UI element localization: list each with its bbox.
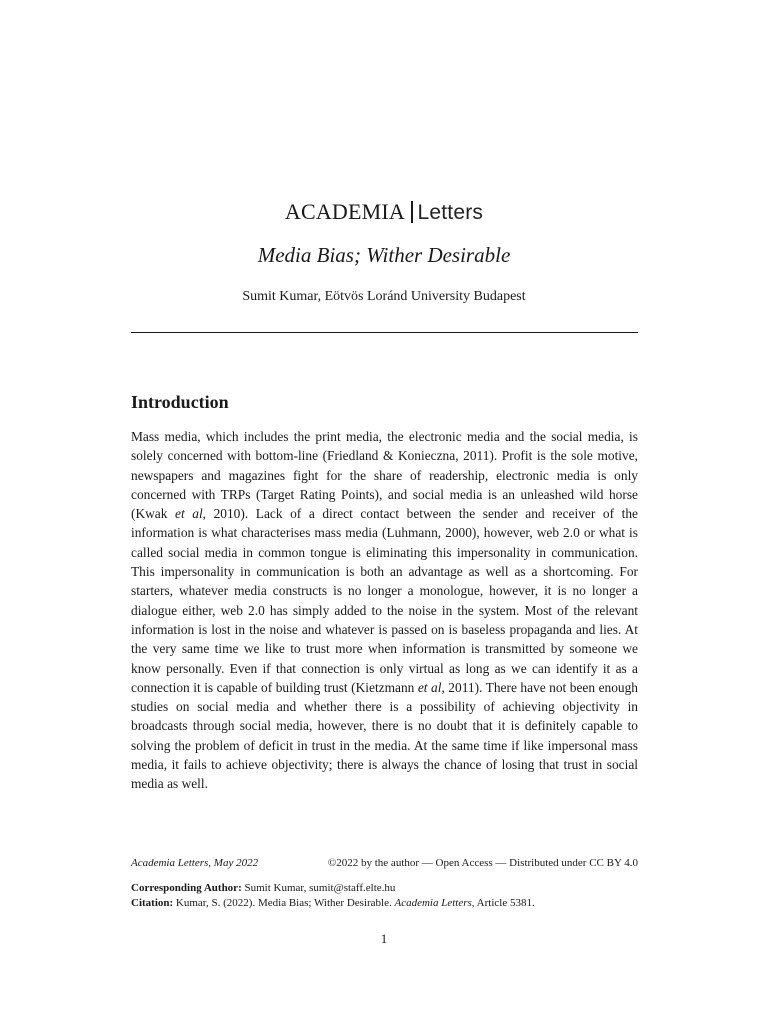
footer-license-line xyxy=(131,855,638,871)
et-al-1: et al xyxy=(175,506,203,522)
journal-date: Academia Letters, May 2022 xyxy=(131,857,259,869)
citation-label: Citation: xyxy=(131,897,174,909)
citation xyxy=(131,895,638,911)
citation-text: Kumar, S. (2022). Media Bias; Wither Desirable. xyxy=(173,897,395,909)
corresponding-author-value: Sumit Kumar, sumit@staff.elte.hu xyxy=(241,882,396,894)
citation-journal: Academia Letters xyxy=(394,897,472,909)
page-number: 1 xyxy=(380,931,388,946)
et-al-2: et al xyxy=(417,679,442,695)
brand-name: ACADEMIA xyxy=(284,199,406,224)
corresponding-author xyxy=(131,880,638,896)
body-text-part-3: , 2011). There have not been enough studies on social media and whether there is a possibility of achieving objectivity in broadcasts through social media, however, there is no doubt that it is definitely capable to solving the problem of deficit in trust in the media. At the same time if like impersonal mass media, it fails to achieve objectivity; there is always the chance of losing that trust in social media as well. xyxy=(131,679,638,792)
body-text-part-1: Mass media, which includes the print media, the electronic media and the social media, is solely concerned with bottom-line (Friedland & Konieczna, 2011). Profit is the sole motive, newspapers and magazines fight for the share of readership, electronic media is only concerned with TRPs (Target Rating Points), and social media is an unleashed wild horse (Kwak xyxy=(131,429,638,522)
journal-brand xyxy=(0,197,768,228)
copyright-notice: ©2022 by the author — Open Access — Distributed under CC BY 4.0 xyxy=(327,857,638,869)
article-title: Media Bias; Wither Desirable xyxy=(257,243,511,267)
author-affiliation: Sumit Kumar, Eötvös Loránd University Budapest xyxy=(242,289,526,304)
corresponding-author-label: Corresponding Author: xyxy=(131,882,242,894)
brand-sub: Letters xyxy=(417,201,484,224)
body-paragraph xyxy=(131,427,638,794)
body-text-part-2: , 2010). Lack of a direct contact between the sender and receiver of the information is what characterises mass media (Luhmann, 2000), however, web 2.0 or what is called social media in common tongue is eliminating this impersonality in communication. This impersonality in communication is both an advantage as well as a shortcoming. For starters, whatever media constructs is no longer a monologue, however, it is no longer a dialogue either, web 2.0 has simply added to the noise in the system. Most of the relevant information is lost in the noise and whatever is passed on is baseless propaganda and lies. At the very same time we like to trust more when information is transmitted by someone we know personally. Even if that connection is only virtual as long as we can identify it as a connection it is capable of building trust (Kietzmann xyxy=(131,506,638,695)
brand-separator xyxy=(411,201,413,223)
section-heading: Introduction xyxy=(131,392,229,412)
title-divider xyxy=(131,332,638,333)
citation-article: , Article 5381. xyxy=(471,897,535,909)
